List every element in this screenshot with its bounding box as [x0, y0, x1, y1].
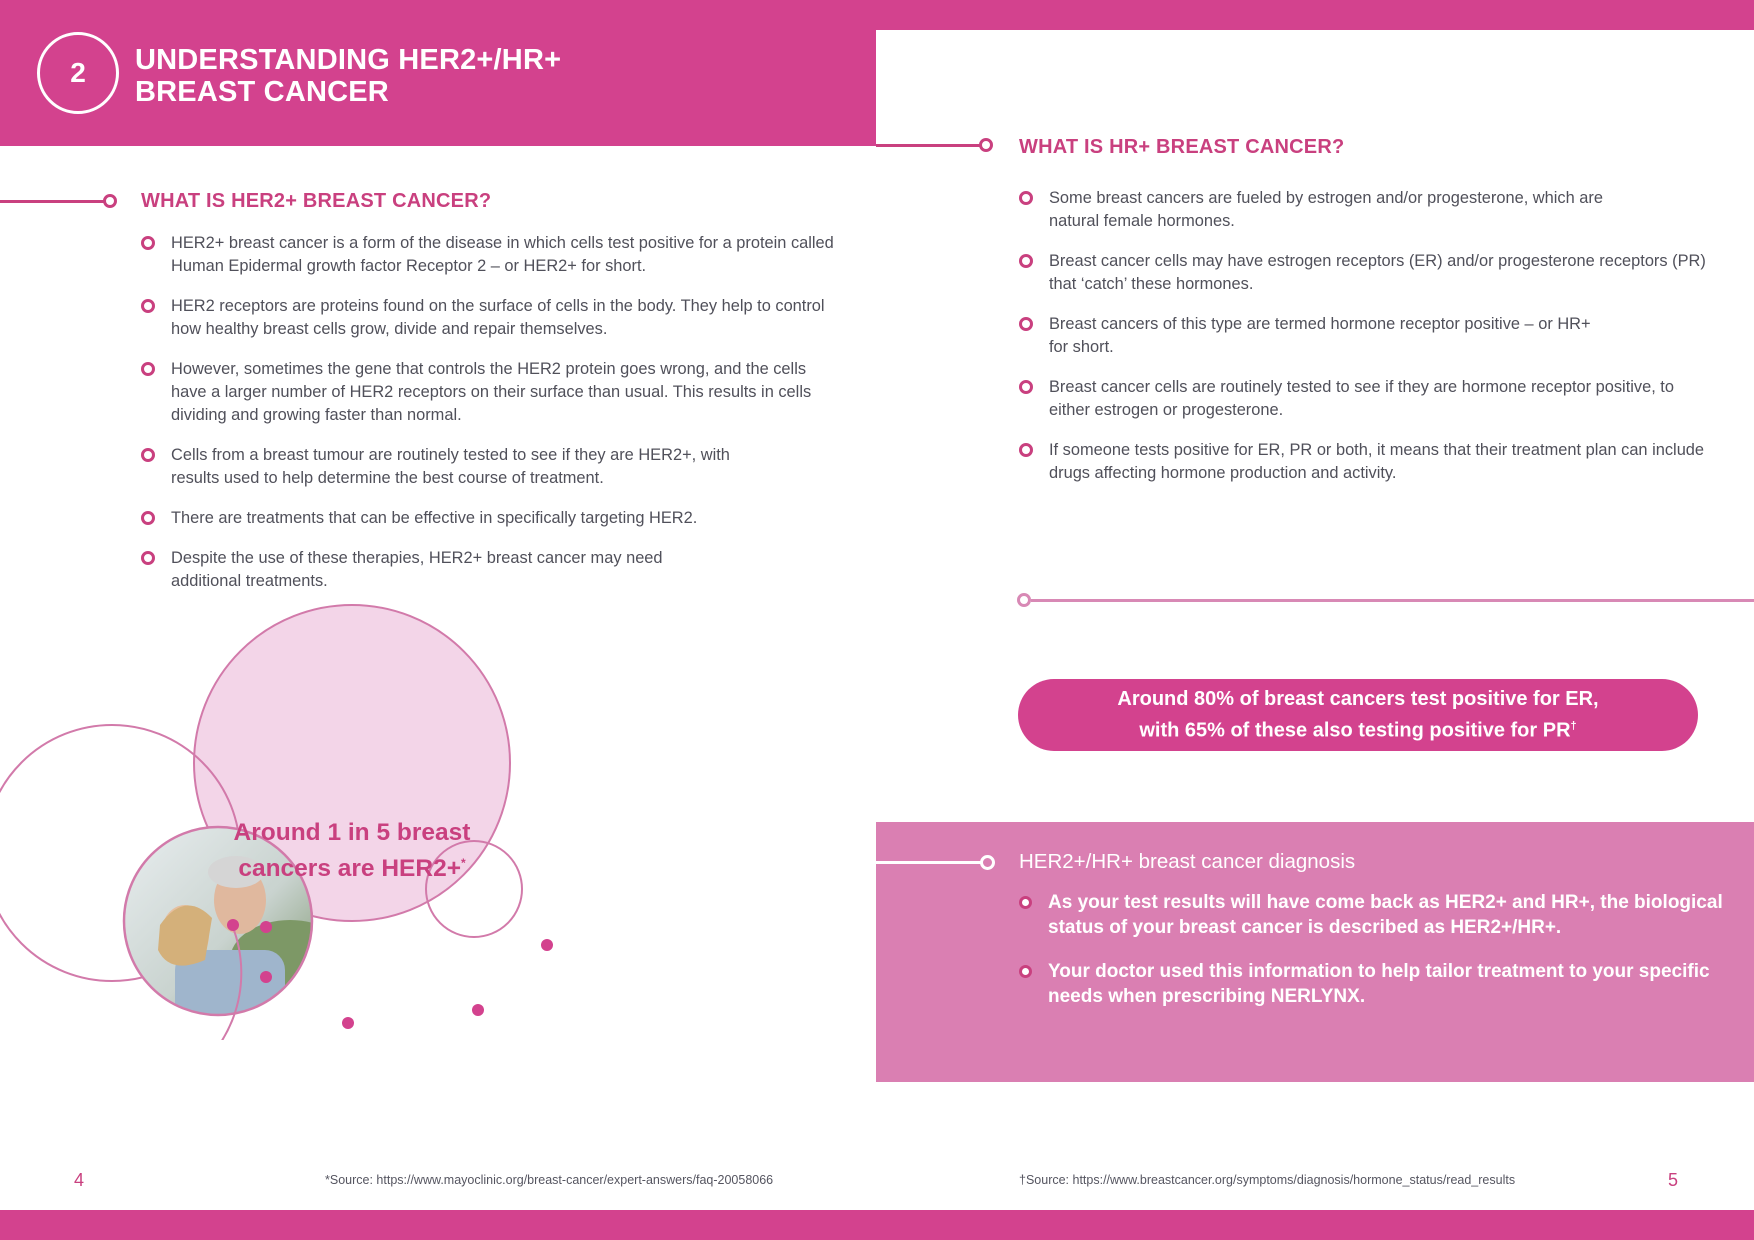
- hr-heading-node-icon: [979, 138, 993, 152]
- bullet-ring-icon: [1019, 443, 1033, 457]
- her2-stat-line1: Around 1 in 5 breast: [233, 819, 471, 846]
- list-item: Despite the use of these therapies, HER2+ breast cancer may need additional treatments.: [141, 547, 841, 593]
- diagnosis-title: HER2+/HR+ breast cancer diagnosis: [1019, 850, 1356, 873]
- diagnosis-bullet-list: [1019, 890, 1739, 1028]
- list-item: Your doctor used this information to help tailor treatment to your specific needs when prescribing NERLYNX.: [1019, 959, 1739, 1009]
- bottom-bar: [0, 1210, 1754, 1240]
- bullet-ring-icon: [1019, 254, 1033, 268]
- list-item: Cells from a breast tumour are routinely tested to see if they are HER2+, with results used to help determine the best course of treatment.: [141, 444, 841, 490]
- list-item: If someone tests positive for ER, PR or both, it means that their treatment plan can include drugs affecting hormone production and activity.: [1019, 439, 1719, 485]
- her2-heading-connector: [0, 200, 104, 203]
- diagnosis-node-icon: [980, 855, 995, 870]
- chapter-number: 2: [70, 57, 86, 88]
- bullet-ring-icon: [1019, 317, 1033, 331]
- chapter-number-badge: [37, 32, 119, 114]
- bullet-dot-icon: [1019, 896, 1032, 909]
- list-item: There are treatments that can be effective in specifically targeting HER2.: [141, 507, 841, 530]
- bullet-ring-icon: [141, 362, 155, 376]
- list-item: HER2 receptors are proteins found on the surface of cells in the body. They help to control how healthy breast cells grow, divide and repair themselves.: [141, 295, 841, 341]
- diagnosis-connector: [876, 861, 982, 864]
- section-divider: [1031, 599, 1754, 602]
- bullet-ring-icon: [141, 551, 155, 565]
- diagnosis-panel: [876, 822, 1754, 1082]
- list-item: As your test results will have come back as HER2+ and HR+, the biological status of your breast cancer is described as HER2+/HR+.: [1019, 890, 1739, 940]
- hr-bullet-list: [1019, 187, 1719, 502]
- her2-bullet-list: [141, 232, 841, 610]
- bullet-ring-icon: [141, 448, 155, 462]
- circles-illustration: [0, 590, 600, 1040]
- divider-node-icon: [1017, 593, 1031, 607]
- chapter-header: [0, 0, 876, 146]
- page-title-line2: BREAST CANCER: [135, 76, 389, 108]
- page-title-line1: UNDERSTANDING HER2+/HR+: [135, 44, 562, 76]
- footnote-source-right: †Source: https://www.breastcancer.org/symptoms/diagnosis/hormone_status/read_results: [1019, 1173, 1516, 1187]
- hr-stat-line2: with 65% of these also testing positive for PR†: [1139, 719, 1577, 742]
- list-item: However, sometimes the gene that controls the HER2 protein goes wrong, and the cells have a larger number of HER2 receptors on their surface than usual. This results in cells dividing and growing faster than normal.: [141, 358, 841, 427]
- her2-stat-callout: [222, 818, 482, 884]
- list-item: Breast cancers of this type are termed hormone receptor positive – or HR+ for short.: [1019, 313, 1719, 359]
- hr-stat-line1: Around 80% of breast cancers test positive for ER,: [1117, 687, 1599, 710]
- footnote-marker: *: [461, 856, 466, 870]
- hr-heading-connector: [876, 144, 980, 147]
- her2-heading-node-icon: [103, 194, 117, 208]
- bullet-ring-icon: [1019, 191, 1033, 205]
- page-title: [135, 44, 561, 108]
- bullet-ring-icon: [1019, 380, 1033, 394]
- bullet-ring-icon: [141, 236, 155, 250]
- page-number-left: 4: [74, 1170, 85, 1190]
- page-number-right: 5: [1668, 1170, 1679, 1190]
- bullet-ring-icon: [141, 511, 155, 525]
- footnote-marker: †: [1570, 719, 1577, 732]
- bullet-dot-icon: [1019, 965, 1032, 978]
- hr-section-heading: WHAT IS HR+ BREAST CANCER?: [1019, 136, 1345, 158]
- her2-section-heading: WHAT IS HER2+ BREAST CANCER?: [141, 190, 492, 212]
- list-item: Breast cancer cells may have estrogen receptors (ER) and/or progesterone receptors (PR) that ‘catch’ these hormones.: [1019, 250, 1719, 296]
- her2-stat-line2: cancers are HER2+*: [238, 855, 466, 883]
- list-item: Breast cancer cells are routinely tested to see if they are hormone receptor positive, to either estrogen or progesterone.: [1019, 376, 1719, 422]
- list-item: HER2+ breast cancer is a form of the disease in which cells test positive for a protein called Human Epidermal growth factor Receptor 2 – or HER2+ for short.: [141, 232, 841, 278]
- bullet-ring-icon: [141, 299, 155, 313]
- footnote-source-left: *Source: https://www.mayoclinic.org/breast-cancer/expert-answers/faq-20058066: [325, 1173, 774, 1187]
- list-item: Some breast cancers are fueled by estrogen and/or progesterone, which are natural female hormones.: [1019, 187, 1719, 233]
- hr-stat-callout: [1018, 679, 1698, 751]
